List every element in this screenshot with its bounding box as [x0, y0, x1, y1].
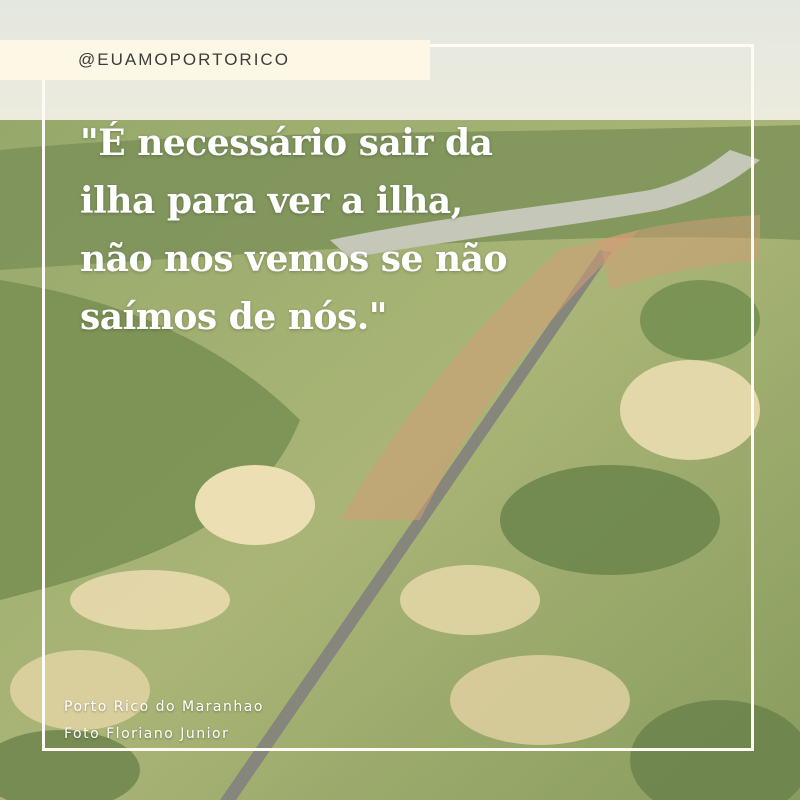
quote-text: "É necessário sair da ilha para ver a ilha, não nos vemos se não saímos de nós." [80, 122, 507, 338]
photo-location-caption: Porto Rico do Maranhao [64, 699, 264, 715]
instagram-handle: @EUAMOPORTORICO [78, 50, 290, 69]
photo-credit-caption: Foto Floriano Junior [64, 726, 230, 742]
